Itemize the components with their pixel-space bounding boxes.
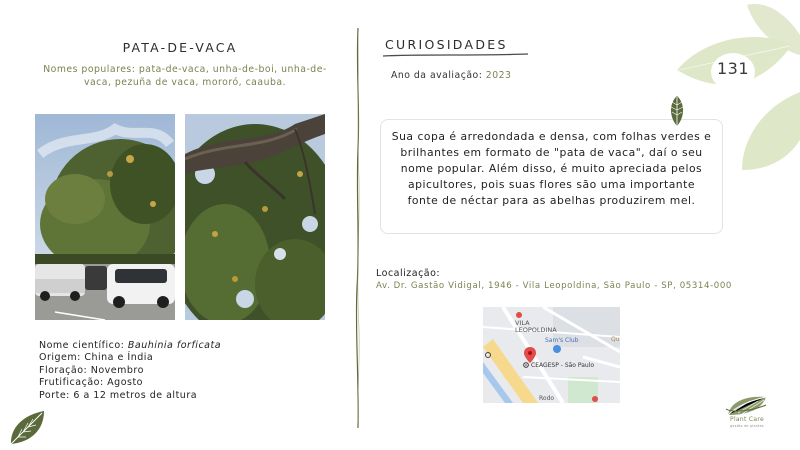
- logo-tagline: gestão de plantas: [730, 424, 764, 428]
- size: Porte: 6 a 12 metros de altura: [39, 389, 198, 401]
- badge-number: 131: [716, 59, 750, 78]
- map-road-label: Rodo: [539, 395, 555, 402]
- logo-name: Plant Care: [730, 416, 764, 423]
- scientific-name: Bauhinia forficata: [127, 340, 222, 351]
- store-pin-icon: [553, 345, 561, 353]
- tree-photo-full: [35, 114, 175, 320]
- evaluation-year: [391, 70, 511, 81]
- tree-photo-canopy: [185, 114, 325, 320]
- curiosities-heading: CURIOSIDADES: [385, 37, 508, 52]
- year-value: 2023: [485, 70, 512, 81]
- flowering: Floração: Novembro: [39, 364, 144, 376]
- map-store-label: Sam's Club: [545, 337, 579, 344]
- curiosity-text: Sua copa é arredondada e densa, com folhas verdes e brilhantes em formato de "pata de vaca", daí o seu nome popular. Além disso, é muito apreciada pelos apicultores, pois suas flores são uma importante fonte de néctar para as abelhas produzirem mel.: [391, 130, 712, 207]
- scientific-label: Nome científico:: [39, 340, 128, 351]
- popular-names: Nomes populares: pata-de-vaca, unha-de-boi, unha-de-vaca, pezuña de vaca, mororó, caauba.: [43, 64, 327, 88]
- heading-underline: [383, 52, 533, 58]
- location-label: Localização:: [376, 268, 441, 279]
- fruiting: Frutificação: Agosto: [39, 377, 143, 389]
- location-map[interactable]: [483, 307, 620, 403]
- scientific-name-line: [39, 340, 221, 352]
- leaf-icon: [6, 407, 48, 447]
- map-district-line1: VILA: [515, 319, 530, 327]
- center-divider: [350, 28, 366, 428]
- location-address: Av. Dr. Gastão Vidigal, 1946 - Vila Leopoldina, São Paulo - SP, 05314-000: [376, 281, 732, 291]
- year-label: Ano da avaliação:: [391, 70, 486, 81]
- plant-care-logo: [722, 393, 774, 417]
- map-district-line2: LEOPOLDINA: [515, 326, 557, 334]
- map-place-label: CEAGESP - São Paulo: [531, 362, 595, 369]
- plant-title: PATA-DE-VACA: [122, 40, 238, 55]
- origin: Origem: China e Índia: [39, 352, 154, 364]
- plant-details: [39, 340, 221, 402]
- map-corner-label: Qu: [611, 336, 620, 343]
